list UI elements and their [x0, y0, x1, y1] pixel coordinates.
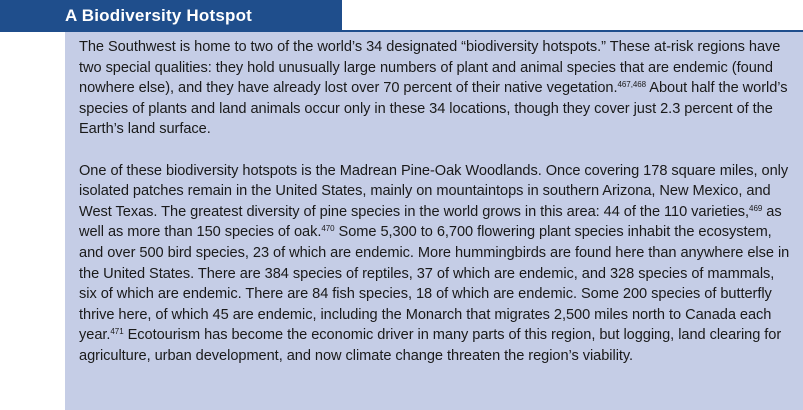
footnote-ref[interactable]: 471	[110, 327, 124, 337]
paragraph-text: Some 5,300 to 6,700 flowering plant species inhabit the ecosystem, and over 500 bird species, 23 of which are endemic. More hummingbirds are found here than anywhere else in the United States. There are 384 species of reptiles, 37 of which are endemic, and 328 species of mammals, six of which are endemic. There are 84 fish species, 18 of which are endemic. Some 200 species of butterfly thrive here, of which 45 are endemic, including the Monarch that migrates 2,500 miles north to Canada each year.	[79, 224, 790, 344]
paragraph-madrean	[79, 161, 793, 367]
footnote-ref[interactable]: 470	[321, 224, 335, 234]
paragraph-text: Ecotourism has become the economic driver in many parts of this region, but logging, land clearing for agriculture, urban development, and now climate change threaten the region’s viability.	[79, 327, 782, 364]
paragraph-text: About half the world’s species of plants and land animals occur only in these 34 locations, though they cover just 2.3 percent of the Earth’s land surface.	[79, 80, 788, 138]
paragraph-text: The Southwest is home to two of the world’s 34 designated “biodiversity hotspots.” These at-risk regions have two special qualities: they hold unusually large numbers of plant and animal species that are endemic (found nowhere else), and they have already lost over 70 percent of their native vegetation.	[79, 39, 781, 97]
paragraph-text: as well as more than 150 species of oak.	[79, 203, 782, 241]
footnote-ref[interactable]: 467,468	[617, 80, 647, 90]
footnote-ref[interactable]: 469	[749, 203, 763, 213]
sidebar-box	[65, 32, 803, 410]
paragraph-text: One of these biodiversity hotspots is the Madrean Pine-Oak Woodlands. Once covering 178 square miles, only isolated patches remain in the United States, mainly on mountaintops in southern Arizona, New Mexico, and West Texas. The greatest diversity of pine species in the world grows in this area: 44 of the 110 varieties,	[79, 162, 789, 220]
paragraph-intro	[79, 37, 793, 140]
section-title: A Biodiversity Hotspot	[0, 0, 342, 32]
